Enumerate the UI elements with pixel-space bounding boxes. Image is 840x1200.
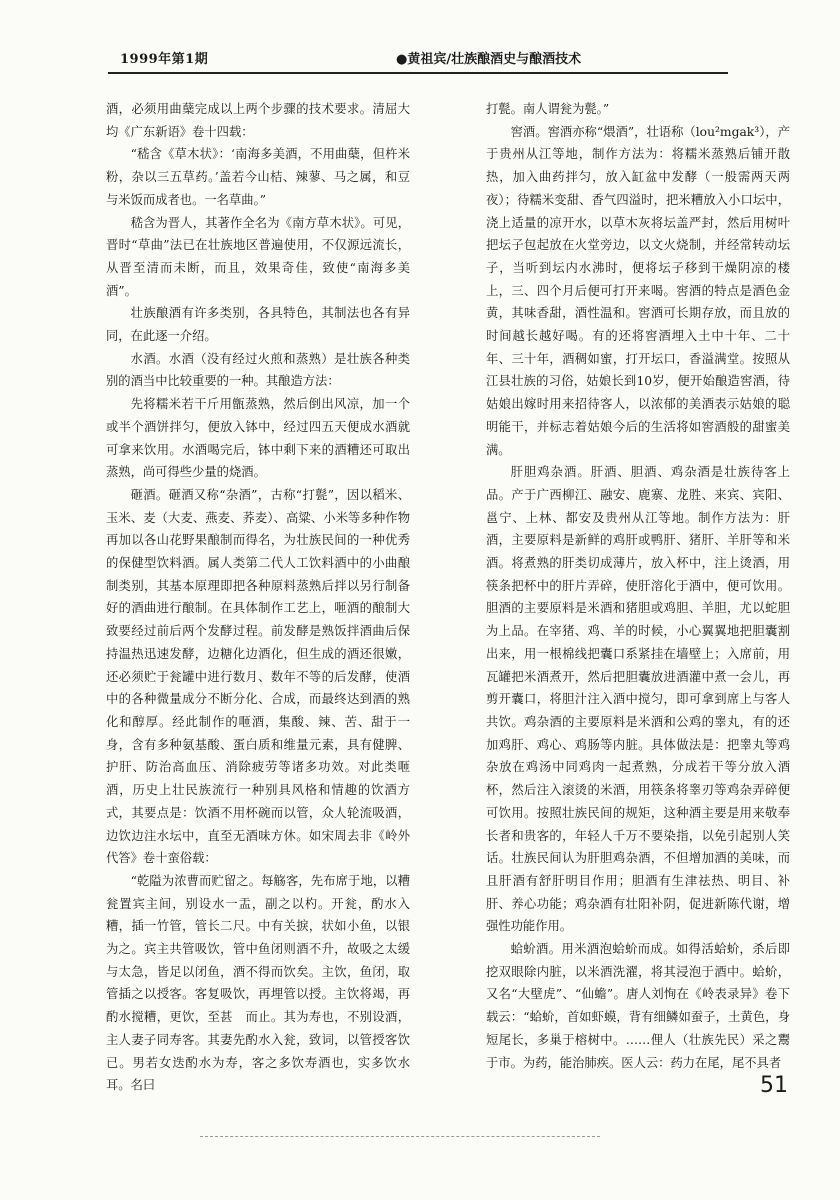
footer-divider	[200, 1136, 600, 1137]
left-column	[106, 98, 410, 1097]
body-paragraph: 打甏。南人谓瓮为甏。”	[486, 102, 610, 116]
body-paragraph: 窖酒。窖酒亦称“煨酒”，壮语称（lou²mgak³），产于贵州从江等地，制作方法为：将糯米蒸熟后铺开散热，加入曲药拌匀，放入缸盆中发酵（一般需两天两夜）；待糯米变甜、香气四溢时，把米糟放入小口坛中，浇上适量的凉开水，以草木灰将坛盖严封，然后用树叶把坛子包起放在火堂旁边，以文火烧制，并经常转动坛子，当听到坛内水沸时，便将坛子移到干燥阴凉的楼上，三、四个月后便可打开来喝。窖酒的特点是酒色金黄，其味香甜，酒性温和。窖酒可长期存放，而且放的时间越长越好喝。有的还将窖酒埋入土中十年、二十年、三十年，酒稠如蜜，打开坛口，香溢满堂。按照从江县壮族的习俗，姑娘长到10岁，便开始酿造窖酒，待姑娘出嫁时用来招待客人，以浓郁的美酒表示姑娘的聪明能干，并标志着姑娘今后的生活将如窖酒般的甜蜜美满。	[486, 124, 790, 457]
body-paragraph: 先将糯米若干斤用甑蒸熟，然后倒出风凉，加一个或半个酒饼拌匀，便放入钵中，经过四五天便成水酒就可拿来饮用。水酒喝完后，钵中剩下来的酒糟还可取出蒸熟，尚可得些少量的烧酒。	[106, 397, 410, 480]
body-paragraph: 肝胆鸡杂酒。肝酒、胆酒、鸡杂酒是壮族待客上品。产于广西柳江、融安、鹿寨、龙胜、来宾、宾阳、邕宁、上林、都安及贵州从江等地。制作方法为：肝酒，主要原料是新鲜的鸡肝或鸭肝、猪肝、羊肝等和米酒。将煮熟的肝类切成薄片，放入杯中，注上烫酒，用筷条把杯中的肝片弄碎，使肝溶化于酒中，便可饮用。胆酒的主要原料是米酒和猪胆或鸡胆、羊胆，尤以蛇胆为上品。在宰猪、鸡、羊的时候，小心翼翼地把胆囊割出来，用一根棉线把囊口系紧挂在墙壁上；入席前，用瓦罐把米酒煮开，然后把胆囊放进酒灌中煮一会儿，再剪开囊口，将胆汁注入酒中搅匀，即可拿到席上与客人共饮。鸡杂酒的主要原料是米酒和公鸡的睾丸，有的还加鸡肝、鸡心、鸡肠等内脏。具体做法是：把睾丸等鸡杂放在鸡汤中同鸡肉一起煮熟，分成若干等分放入酒杯，然后注入滚烫的米酒，用筷条将睾刃等鸡杂弄碎便可饮用。按照壮族民间的规矩，这种酒主要是用来敬奉长者和贵客的，年轻人千万不要染指，以免引起别人笑话。壮族民间认为肝胆鸡杂酒，不但增加酒的美味，而且肝酒有舒肝明目作用；胆酒有生津祛热、明目、补肝、养心功能；鸡杂酒有壮阳补阴，促进新陈代谢，增强性功能作用。	[486, 465, 790, 934]
article-title: ●黄祖宾/壮族酿酒史与酿酒技术	[396, 52, 582, 67]
body-paragraph: 水酒。水酒（没有经过火煎和蒸熟）是壮族各种类别的酒当中比较重要的一种。其酿造方法：	[106, 351, 410, 389]
right-column	[486, 98, 790, 1074]
quote-paragraph: “嵇含《草木状》：‘南海多美酒，不用曲蘖，但杵米粉，杂以三五草药。’盖若今山桔、辣蓼、马之属，和豆与米饭而成者也。一名草曲。”	[106, 147, 410, 207]
header-divider	[108, 72, 728, 74]
body-paragraph: 砸酒。砸酒又称“杂酒”，古称“打甏”，因以稻米、玉米、麦（大麦、燕麦、荞麦）、高粱、小米等多种作物再加以各山花野果酿制而得名，为壮族民间的一种优秀的保健型饮料酒。属人类第二代人工饮料酒中的小曲酿制类别，其基本原理即把各种原料蒸熟后拌以另行制备好的酒曲进行酿制。在具体制作工艺上，咂酒的酿制大致要经过前后两个发酵过程。前发酵是熟饭拌酒曲后保持温热迅速发酵，边糖化边酒化，但生成的酒还很嫩，还必须贮于瓮罐中进行数月、数年不等的后发酵，使酒中的各种微量成分不断分化、合成，而最终达到酒的熟化和醇厚。经此制作的咂酒，集酸、辣、苦、甜于一身，含有多种氨基酸、蛋白质和维量元素，具有健脾、护肝、防治高血压、消除疲劳等诸多功效。对此类咂酒，历史上壮民族流行一种别具风格和情趣的饮酒方式，其要点是：饮酒不用杯碗而以管，众人轮流吸酒，边饮边注水坛中，直至无酒味方休。如宋周去非《岭外代答》卷十蛮俗载：	[106, 487, 410, 866]
body-paragraph: 酒，必须用曲蘖完成以上两个步骤的技术要求。清屈大均《广东新语》卷十四载：	[106, 102, 410, 139]
page-number: 51	[760, 1073, 788, 1098]
body-paragraph: 嵇含为晋人，其著作全名为《南方草木状》。可见，晋时“草曲”法已在壮族地区普遍使用，不仅源远流长，从晋至清而未断，而且，效果奇佳，致使“南海多美酒”。	[106, 215, 410, 298]
body-paragraph: 蛤蚧酒。用米酒泡蛤蚧而成。如得活蛤蚧，杀后即挖双眼除内脏，以米酒洗濯，将其浸泡于酒中。蛤蚧，又名“大壁虎”、“仙蟾”。唐人刘恂在《岭表录异》卷下载云：“蛤蚧，首如虾蟆，背有细鳞如蚕子，土黄色，身短尾长，多巢于榕树中。……俚人（壮族先民）采之鬻于市。为药，能治肺疾。医人云：药力在尾，尾不具者	[486, 942, 790, 1070]
body-paragraph: 壮族酿酒有许多类别，各具特色，其制法也各有异同，在此逐一介绍。	[106, 306, 410, 344]
issue-label: 1999年第1期	[120, 52, 209, 67]
quote-paragraph: “乾隘为浓曹而贮留之。每觞客，先布席于地，以糟瓮置宾主间，别设水一盂，副之以杓。开瓮，酌水入糟，插一竹管，管长二尺。中有关捩，状如小鱼，以银为之。宾主共管吸饮，管中鱼闭则酒不升，故吸之太缓与太急，皆足以闭鱼，酒不得而饮矣。主饮，鱼闭，取管插之以授客。客复吸饮，再埋管以授。主饮将竭，再酌水搅糟，更饮，至甚 而止。其为寿也，不别设酒，主人妻子同寿客。其妻先酌水入瓮，致词，以管授客饮已。男若女迭酌水为寿，客之多饮寿酒也，实多饮水耳。名曰	[106, 873, 410, 1093]
